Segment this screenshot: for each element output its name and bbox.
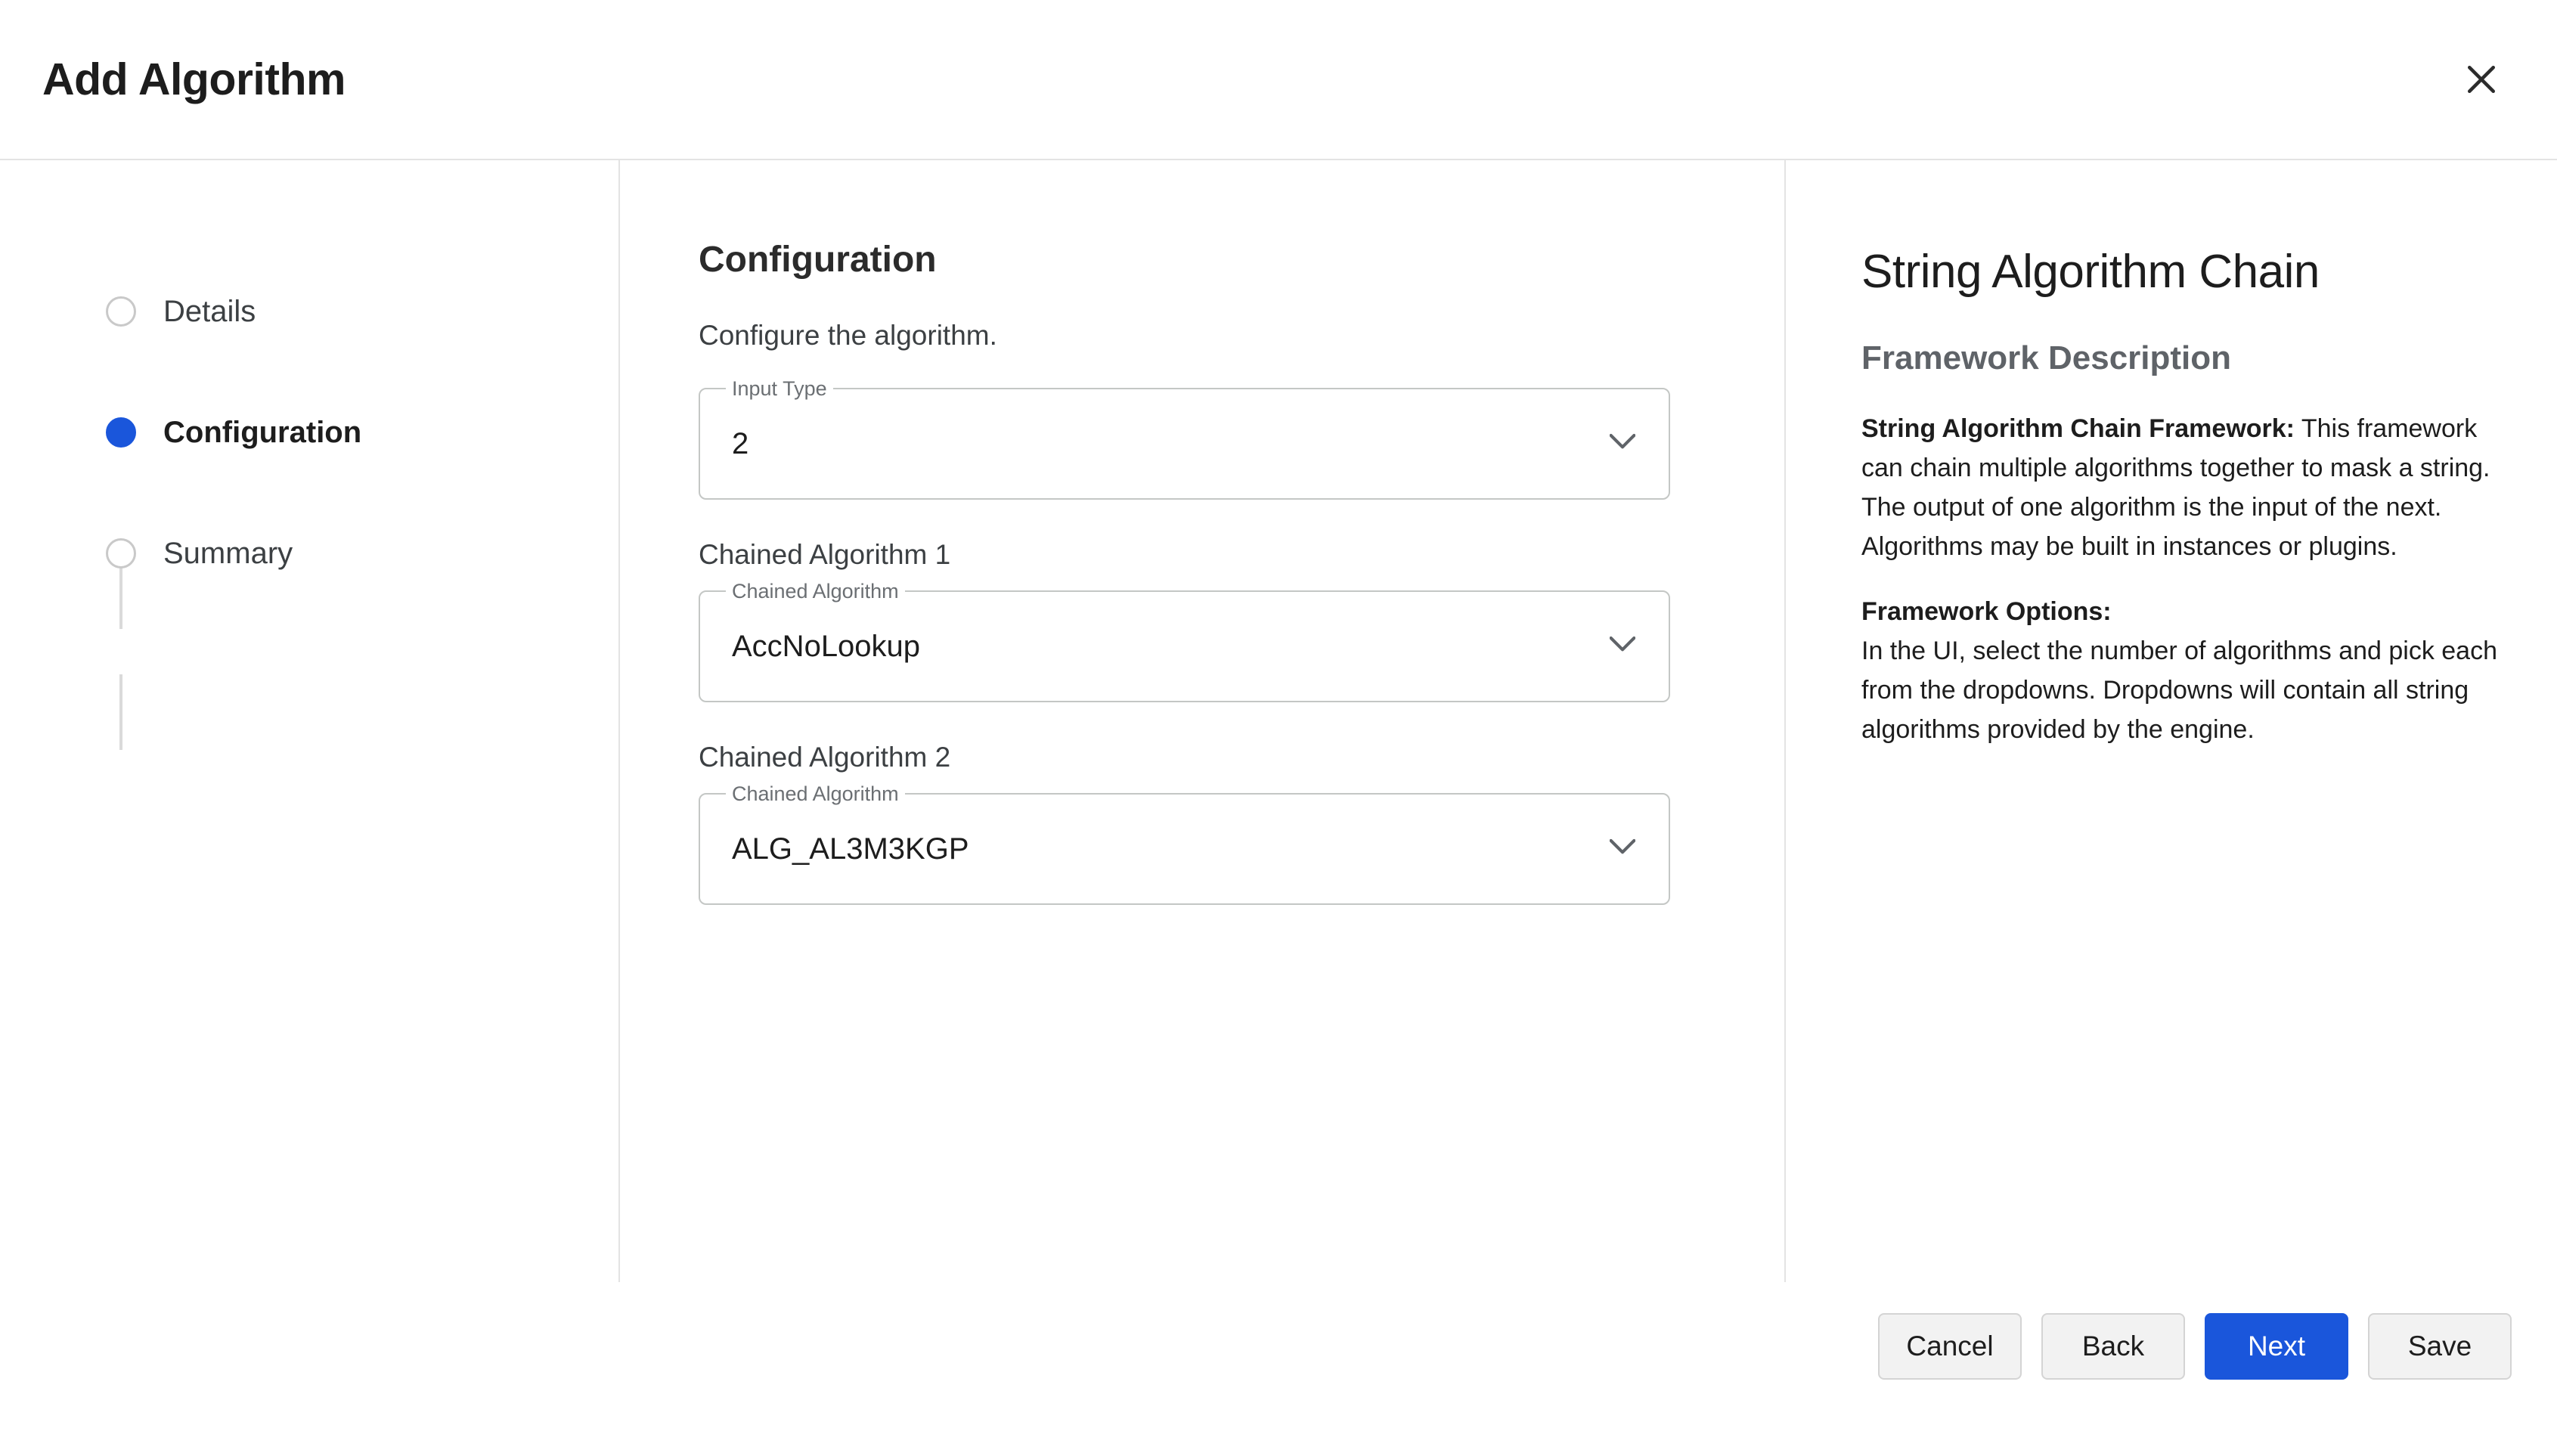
configuration-panel: [620, 160, 1786, 1282]
wizard-stepper-panel: [0, 160, 620, 1282]
input-type-value: 2: [732, 426, 749, 460]
stepper-item-configuration[interactable]: [106, 372, 618, 493]
close-icon: [2461, 59, 2502, 100]
framework-description-panel: [1786, 160, 2557, 1282]
chained-algorithm-1-group: [699, 539, 1678, 702]
page-title: Add Algorithm: [42, 54, 346, 104]
chevron-down-icon: [1610, 637, 1635, 657]
framework-options-text: In the UI, select the number of algorithms and pick each from the dropdowns. Dropdowns will contain all string algorithms provided by the engine.: [1861, 637, 2498, 744]
framework-title: String Algorithm Chain: [1861, 246, 2320, 298]
framework-description-heading: Framework Description: [1861, 339, 2232, 376]
input-type-field-group: [699, 377, 1678, 500]
chained-algorithm-1-select[interactable]: [699, 580, 1670, 702]
stepper-item-details[interactable]: [106, 251, 618, 372]
chained-algorithm-2-heading: Chained Algorithm 2: [699, 742, 951, 773]
framework-description-paragraph-1-text: This framework can chain multiple algorithms together to mask a string. The output of one algorithm is the input of the next. Algorithms may be built in instances or plugins.: [1861, 414, 2490, 561]
step-marker-icon: [106, 296, 136, 327]
framework-options-paragraph: [1861, 592, 2504, 749]
framework-description-paragraph-1-bold: String Algorithm Chain Framework:: [1861, 414, 2295, 443]
stepper-item-label: Summary: [163, 536, 293, 570]
chained-algorithm-1-value: AccNoLookup: [732, 629, 921, 663]
wizard-stepper: [0, 251, 618, 614]
step-marker-icon: [106, 417, 136, 448]
stepper-item-label: Configuration: [163, 415, 362, 449]
close-button[interactable]: [2445, 43, 2518, 116]
chevron-down-icon: [1610, 839, 1635, 860]
chained-algorithm-2-select[interactable]: [699, 782, 1670, 905]
chained-algorithm-2-label: Chained Algorithm: [726, 782, 905, 805]
framework-description-paragraph-1: [1861, 409, 2504, 566]
stepper-item-summary[interactable]: [106, 493, 618, 614]
input-type-select[interactable]: [699, 377, 1670, 500]
step-marker-icon: [106, 538, 136, 568]
back-button[interactable]: Back: [2041, 1313, 2185, 1380]
framework-options-bold: Framework Options:: [1861, 597, 2112, 626]
dialog-footer: [0, 1282, 2557, 1456]
next-button[interactable]: Next: [2205, 1313, 2348, 1380]
stepper-connector-2: [119, 674, 122, 750]
input-type-label: Input Type: [726, 377, 833, 400]
dialog-header: [0, 0, 2557, 160]
save-button[interactable]: Save: [2368, 1313, 2512, 1380]
section-title: Configuration: [699, 240, 937, 280]
chevron-down-icon: [1610, 434, 1635, 454]
stepper-item-label: Details: [163, 294, 256, 328]
dialog-body: [0, 160, 2557, 1282]
chained-algorithm-1-label: Chained Algorithm: [726, 580, 905, 603]
section-description: Configure the algorithm.: [699, 320, 997, 351]
chained-algorithm-1-heading: Chained Algorithm 1: [699, 539, 951, 570]
cancel-button[interactable]: Cancel: [1878, 1313, 2022, 1380]
chained-algorithm-2-group: [699, 742, 1678, 905]
chained-algorithm-2-value: ALG_AL3M3KGP: [732, 832, 969, 866]
